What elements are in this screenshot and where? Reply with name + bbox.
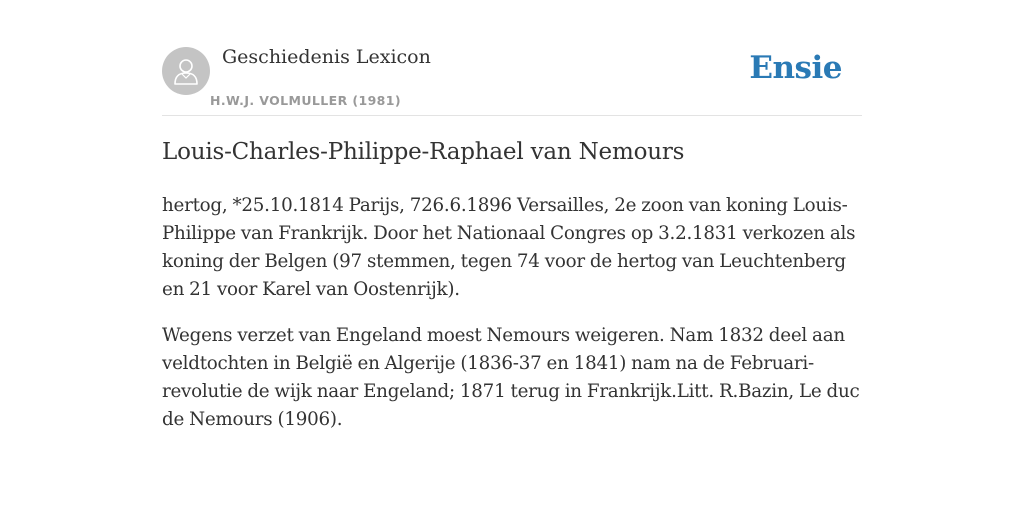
source-header xyxy=(162,0,862,116)
source-author: H.W.J. VOLMULLER (1981) xyxy=(210,93,401,108)
entry-paragraph: hertog, *25.10.1814 Parijs, 726.6.1896 Versailles, 2e zoon van koning Louis-Philippe van Frankrijk. Door het Nationaal Congres op 3.2.1831 verkozen als koning der Belgen (97 stemmen, tegen 74 voor de hertog van Leuchtenberg en 21 voor Karel van Oostenrijk). xyxy=(162,195,856,300)
entry-title: Louis-Charles-Philippe-Raphael van Nemours xyxy=(162,139,685,165)
entry-paragraph: Wegens verzet van Engeland moest Nemours weigeren. Nam 1832 deel aan veldtochten in België en Algerije (1836-37 en 1841) nam na de Februari-revolutie de wijk naar Engeland; 1871 terug in Frankrijk.Litt. R.Bazin, Le duc de Nemours (1906). xyxy=(162,325,860,430)
user-icon xyxy=(173,57,199,85)
entry-card xyxy=(162,0,862,512)
entry-body xyxy=(162,192,862,452)
ensie-logo[interactable]: Ensie xyxy=(749,50,842,86)
source-title[interactable]: Geschiedenis Lexicon xyxy=(222,46,431,68)
source-avatar[interactable] xyxy=(162,47,210,95)
